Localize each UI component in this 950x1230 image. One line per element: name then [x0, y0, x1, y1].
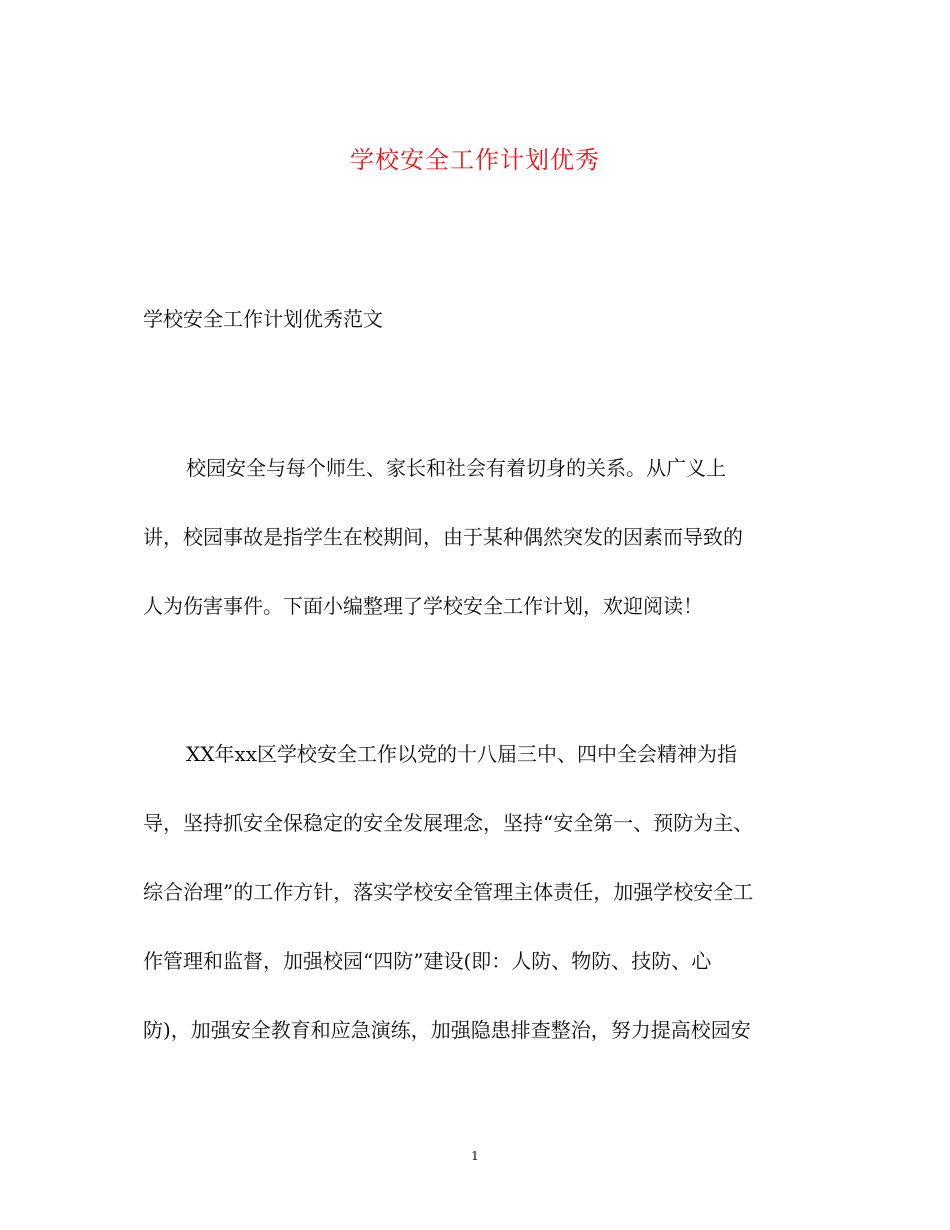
document-subtitle: 学校安全工作计划优秀范文	[143, 307, 383, 331]
document-title: 学校安全工作计划优秀	[350, 146, 600, 174]
paragraph-1-line-2: 讲，校园事故是指学生在校期间，由于某种偶然突发的因素而导致的	[143, 525, 743, 549]
page-number: 1	[471, 1149, 479, 1163]
paragraph-2-line-3: 综合治理”的工作方针，落实学校安全管理主体责任，加强学校安全工	[143, 880, 754, 904]
paragraph-1-line-1: 校园安全与每个师生、家长和社会有着切身的关系。从广义上	[186, 456, 726, 480]
paragraph-2-line-1: XX年xx区学校安全工作以党的十八届三中、四中全会精神为指	[186, 742, 738, 766]
paragraph-1-line-3: 人为伤害事件。下面小编整理了学校安全工作计划，欢迎阅读！	[143, 594, 703, 618]
paragraph-2-line-2: 导，坚持抓安全保稳定的安全发展理念，坚持“安全第一、预防为主、	[143, 811, 754, 835]
paragraph-2-line-5: 防)，加强安全教育和应急演练，加强隐患排查整治，努力提高校园安	[143, 1018, 751, 1042]
paragraph-2-line-4: 作管理和监督，加强校园“四防”建设(即：人防、物防、技防、心	[143, 949, 712, 973]
